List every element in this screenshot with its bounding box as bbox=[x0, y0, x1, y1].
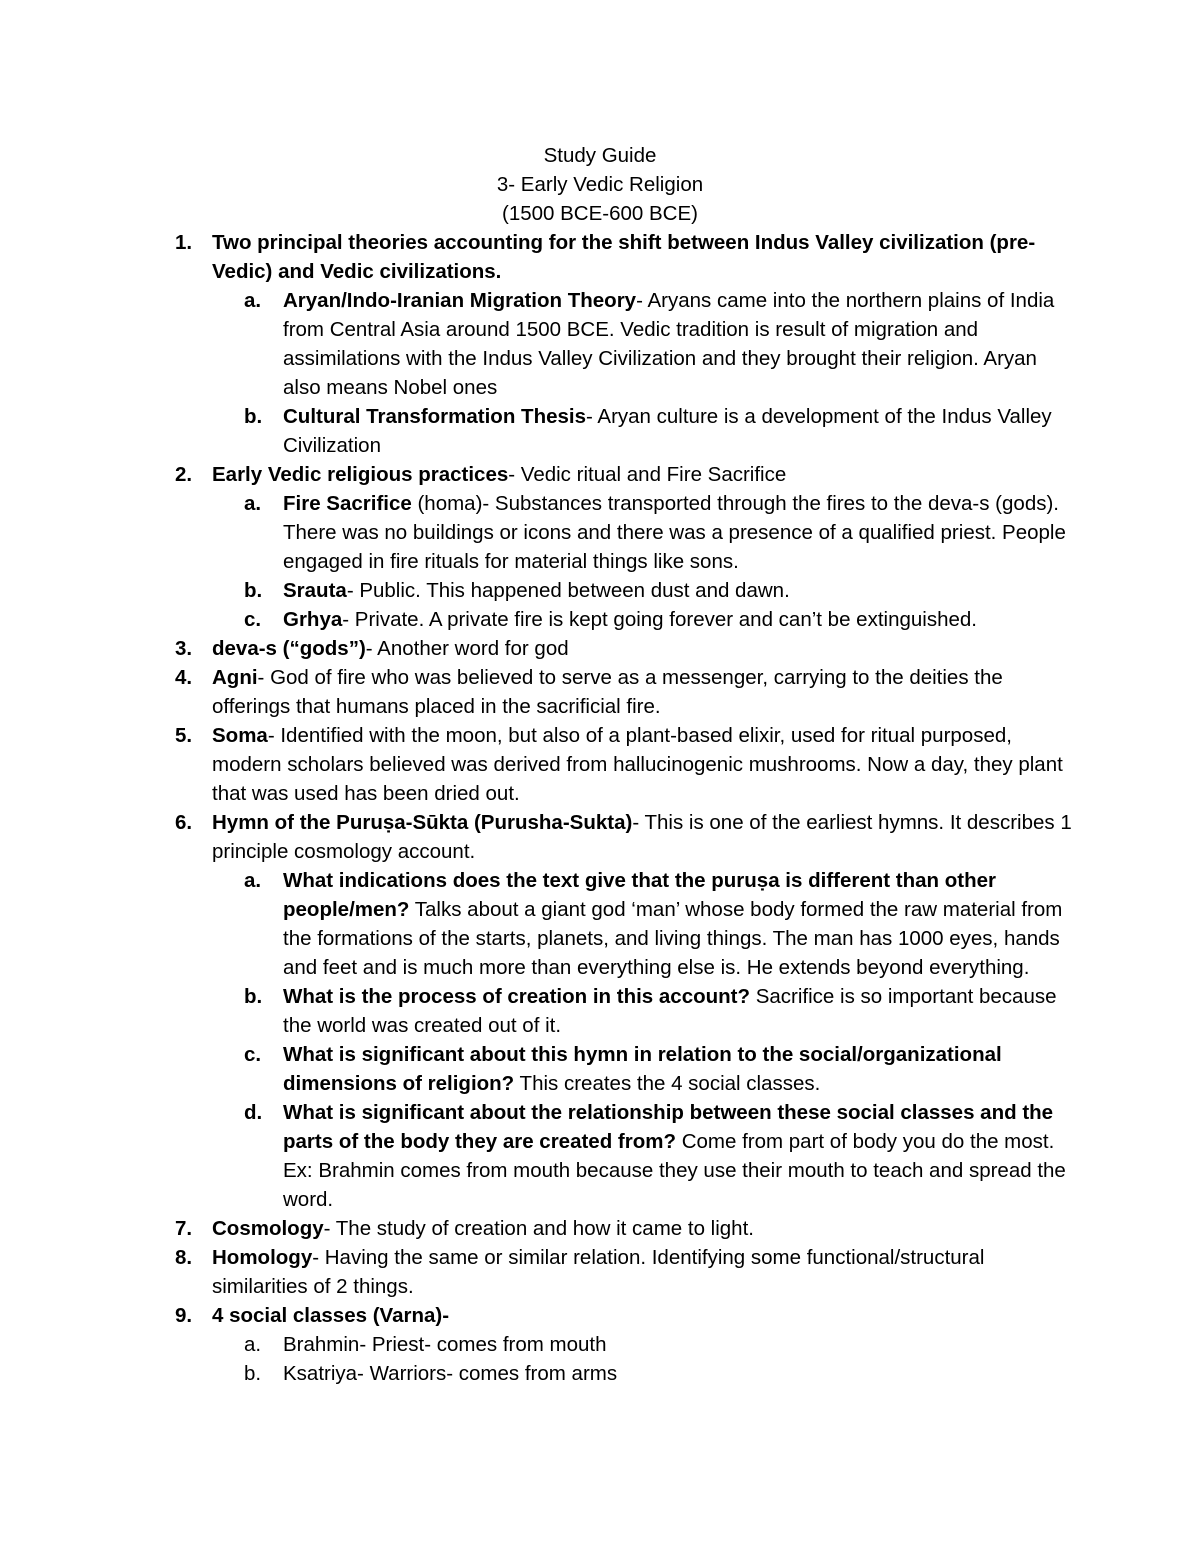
list-item-term: deva-s (“gods”) bbox=[212, 637, 366, 660]
list-item-term: Homology bbox=[212, 1246, 313, 1269]
list-item-definition: - Another word for god bbox=[365, 637, 569, 660]
list-item-number: 7. bbox=[175, 1217, 193, 1240]
list-item-term: Soma bbox=[212, 724, 268, 747]
sub-item-term: Aryan/Indo-Iranian Migration Theory bbox=[283, 289, 637, 312]
document-page bbox=[0, 141, 1200, 1388]
list-item bbox=[0, 808, 1072, 866]
sub-item-definition: This creates the 4 social classes. bbox=[514, 1072, 821, 1095]
list-item-definition: - Identified with the moon, but also of a plant-based elixir, used for ritual purposed, modern scholars believed was derived from hallucinogenic mushrooms. Now a day, they plant that was used has been dried out. bbox=[212, 724, 1063, 805]
sub-item-definition: Come from part of body you do the most. Ex: Brahmin comes from mouth because they use their mouth to teach and spread the word. bbox=[283, 1130, 1066, 1211]
doc-title: Study Guide bbox=[543, 144, 657, 167]
list-item-definition: - This is one of the earliest hymns. It describes 1 principle cosmology account. bbox=[212, 811, 1072, 863]
sub-list-item bbox=[0, 1359, 1073, 1388]
sub-list-item bbox=[0, 1040, 1073, 1098]
sub-item-letter: a. bbox=[244, 289, 262, 312]
sub-list-item bbox=[0, 489, 1073, 576]
list-item-definition: - Vedic ritual and Fire Sacrifice bbox=[508, 463, 787, 486]
sub-item-letter: c. bbox=[244, 608, 262, 631]
sub-item-definition: - Aryans came into the northern plains of India from Central Asia around 1500 BCE. Vedic tradition is result of migration and assimilations with the Indus Valley Civilization and they brought their religion. Aryan also means Nobel ones bbox=[283, 289, 1055, 399]
sub-item-definition: Sacrifice is so important because the world was created out of it. bbox=[283, 985, 1057, 1037]
sub-item-letter: d. bbox=[244, 1101, 263, 1124]
sub-item-term: Fire Sacrifice bbox=[283, 492, 412, 515]
sub-item-letter: b. bbox=[244, 579, 263, 602]
sub-item-term: Srauta bbox=[283, 579, 347, 602]
sub-item-letter: b. bbox=[244, 985, 263, 1008]
sub-list-item bbox=[0, 402, 1073, 460]
sub-item-definition: - Aryan culture is a development of the Indus Valley Civilization bbox=[283, 405, 1052, 457]
sub-list-item bbox=[0, 1098, 1073, 1214]
list-item bbox=[0, 460, 1072, 489]
sub-item-letter: a. bbox=[244, 869, 262, 892]
numbered-list bbox=[0, 228, 1200, 1388]
list-item-number: 8. bbox=[175, 1246, 193, 1269]
doc-date-range: (1500 BCE-600 BCE) bbox=[502, 202, 698, 225]
doc-subtitle: 3- Early Vedic Religion bbox=[496, 173, 704, 196]
sub-item-term: Cultural Transformation Thesis bbox=[283, 405, 586, 428]
list-item-term: 4 social classes (Varna)- bbox=[212, 1304, 450, 1327]
sub-item-definition: Talks about a giant god ‘man’ whose body formed the raw material from the formations of the starts, planets, and living things. The man has 1000 eyes, hands and feet and is much more than everything else is. He extends beyond everything. bbox=[283, 898, 1063, 979]
list-item-definition: - The study of creation and how it came to light. bbox=[323, 1217, 754, 1240]
list-item bbox=[0, 1214, 1072, 1243]
sub-item-definition: Brahmin- Priest- comes from mouth bbox=[283, 1333, 607, 1356]
sub-item-term: What is significant about this hymn in relation to the social/organizational dimensions of religion? bbox=[283, 1043, 1002, 1095]
sub-item-definition: - Private. A private fire is kept going forever and can’t be extinguished. bbox=[342, 608, 977, 631]
list-item-number: 5. bbox=[175, 724, 193, 747]
list-item-number: 4. bbox=[175, 666, 193, 689]
list-item-term: Cosmology bbox=[212, 1217, 324, 1240]
list-item-number: 3. bbox=[175, 637, 193, 660]
sub-item-definition: - Public. This happened between dust and dawn. bbox=[346, 579, 790, 602]
list-item-number: 1. bbox=[175, 231, 193, 254]
list-item-number: 6. bbox=[175, 811, 193, 834]
sub-item-letter: a. bbox=[244, 1333, 262, 1356]
sub-item-term: What indications does the text give that the puruṣa is different than other people/men? bbox=[283, 869, 997, 921]
sub-item-definition: Ksatriya- Warriors- comes from arms bbox=[283, 1362, 618, 1385]
sub-item-letter: a. bbox=[244, 492, 262, 515]
list-item-definition: - Having the same or similar relation. Identifying some functional/structural similarities of 2 things. bbox=[212, 1246, 985, 1298]
list-item-definition: - God of fire who was believed to serve as a messenger, carrying to the deities the offerings that humans placed in the sacrificial fire. bbox=[212, 666, 1003, 718]
list-item-term: Early Vedic religious practices bbox=[212, 463, 509, 486]
list-item bbox=[0, 228, 1072, 286]
list-item bbox=[0, 1243, 1072, 1301]
sub-list-item bbox=[0, 576, 1073, 605]
sub-item-letter: c. bbox=[244, 1043, 262, 1066]
sub-item-term: What is significant about the relationship between these social classes and the parts of the body they are created from? bbox=[283, 1101, 1054, 1153]
sub-list-item bbox=[0, 982, 1073, 1040]
sub-item-letter: b. bbox=[244, 405, 263, 428]
sub-item-definition: (homa)- Substances transported through the fires to the deva-s (gods). There was no buildings or icons and there was a presence of a qualified priest. People engaged in fire rituals for material things like sons. bbox=[283, 492, 1066, 573]
sub-item-term: What is the process of creation in this account? bbox=[283, 985, 751, 1008]
sub-item-term: Grhya bbox=[283, 608, 343, 631]
list-item-term: Two principal theories accounting for the shift between Indus Valley civilization (pre-Vedic) and Vedic civilizations. bbox=[212, 231, 1036, 283]
sub-list-item bbox=[0, 1330, 1073, 1359]
sub-list-item bbox=[0, 866, 1073, 982]
list-item bbox=[0, 634, 1072, 663]
list-item bbox=[0, 1301, 1072, 1330]
list-item-term: Hymn of the Puruṣa-Sūkta (Purusha-Sukta) bbox=[212, 811, 633, 834]
list-item-number: 9. bbox=[175, 1304, 193, 1327]
list-item bbox=[0, 721, 1072, 808]
sub-list-item bbox=[0, 605, 1073, 634]
sub-list-item bbox=[0, 286, 1073, 402]
list-item-term: Agni bbox=[212, 666, 258, 689]
list-item-number: 2. bbox=[175, 463, 193, 486]
sub-item-letter: b. bbox=[244, 1362, 262, 1385]
list-item bbox=[0, 663, 1072, 721]
